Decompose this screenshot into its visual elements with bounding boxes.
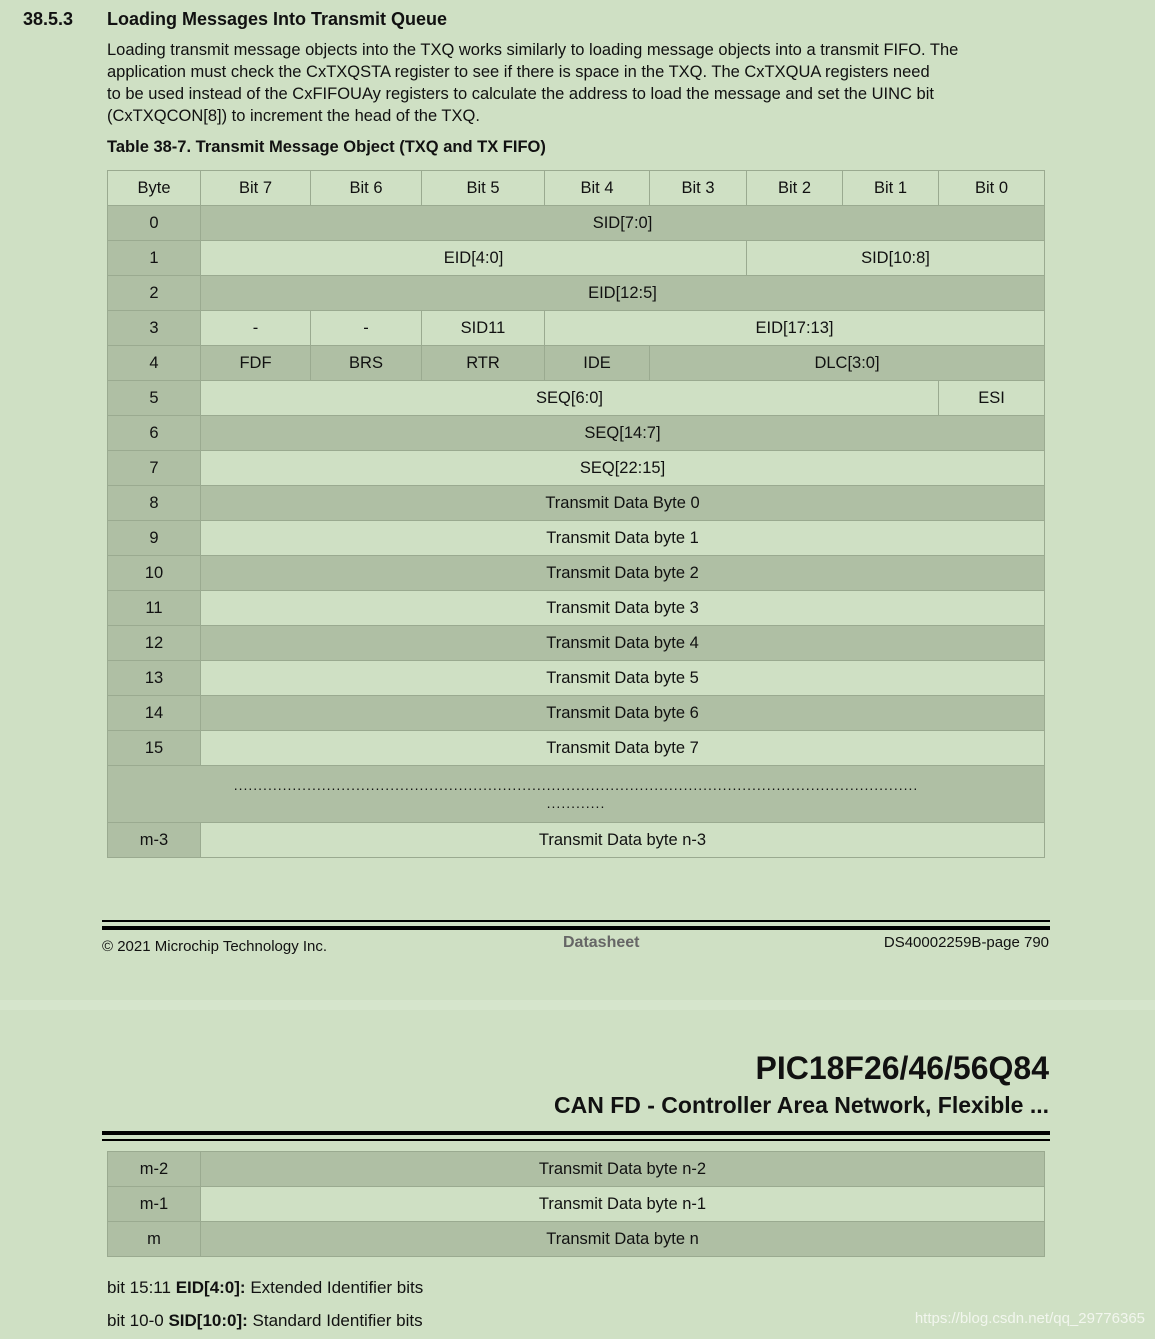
table-caption: Table 38-7. Transmit Message Object (TXQ and TX FIFO): [107, 138, 546, 156]
bit-field-desc: Extended Identifier bits: [245, 1278, 424, 1297]
header-cell: Byte: [108, 171, 201, 206]
table-row: [108, 1152, 1045, 1187]
document-subtitle: CAN FD - Controller Area Network, Flexible ...: [553, 1092, 1049, 1118]
table-row: [108, 311, 1045, 346]
field-cell: -: [311, 311, 422, 346]
header-cell: Bit 1: [843, 171, 939, 206]
table-row: [108, 1187, 1045, 1222]
byte-cell: 1: [108, 241, 201, 276]
bit-field-name: EID[4:0]:: [175, 1278, 246, 1297]
footer-doc-type: Datasheet: [563, 934, 640, 951]
table-row: [108, 591, 1045, 626]
bit-range: bit 10-0: [107, 1311, 169, 1330]
table-row: [108, 381, 1045, 416]
field-cell: Transmit Data byte 2: [201, 556, 1045, 591]
byte-cell: 12: [108, 626, 201, 661]
field-cell: Transmit Data byte 4: [201, 626, 1045, 661]
table-row: [108, 661, 1045, 696]
byte-cell: 2: [108, 276, 201, 311]
byte-cell: 13: [108, 661, 201, 696]
field-cell: Transmit Data byte n-2: [201, 1152, 1045, 1187]
byte-cell: 14: [108, 696, 201, 731]
field-cell: Transmit Data byte n-1: [201, 1187, 1045, 1222]
bit-description-eid: [107, 1278, 423, 1298]
paragraph-line: Loading transmit message objects into the TXQ works similarly to loading message objects into a transmit FIFO. The: [107, 41, 959, 59]
field-cell: Transmit Data Byte 0: [201, 486, 1045, 521]
section-number: 38.5.3: [23, 9, 74, 29]
byte-cell: m-1: [108, 1187, 201, 1222]
page-gap: [0, 1000, 1155, 1010]
byte-cell: m-2: [108, 1152, 201, 1187]
byte-cell: 11: [108, 591, 201, 626]
field-cell: DLC[3:0]: [650, 346, 1045, 381]
paragraph-line: application must check the CxTXQSTA register to see if there is space in the TXQ. The CxTXQUA registers need: [107, 63, 930, 81]
table-row: [108, 521, 1045, 556]
field-cell: EID[4:0]: [201, 241, 747, 276]
byte-cell: 10: [108, 556, 201, 591]
byte-cell: 0: [108, 206, 201, 241]
paragraph-line: to be used instead of the CxFIFOUAy registers to calculate the address to load the message and set the UINC bit: [107, 85, 934, 103]
header-cell: Bit 5: [422, 171, 545, 206]
header-cell: Bit 2: [747, 171, 843, 206]
field-cell: RTR: [422, 346, 545, 381]
section-paragraph: [107, 39, 1047, 127]
table-row: [108, 823, 1045, 858]
watermark-url: https://blog.csdn.net/qq_29776365: [914, 1310, 1145, 1327]
paragraph-line: (CxTXQCON[8]) to increment the head of the TXQ.: [107, 107, 480, 125]
field-cell: SEQ[14:7]: [201, 416, 1045, 451]
table-row: [108, 276, 1045, 311]
field-cell: Transmit Data byte 3: [201, 591, 1045, 626]
table-row: [108, 556, 1045, 591]
header-cell: Bit 4: [545, 171, 650, 206]
field-cell: SEQ[6:0]: [201, 381, 939, 416]
field-cell: -: [201, 311, 311, 346]
field-cell: IDE: [545, 346, 650, 381]
field-cell: EID[12:5]: [201, 276, 1045, 311]
table-row: [108, 696, 1045, 731]
byte-cell: 4: [108, 346, 201, 381]
footer-rule-thick: [102, 926, 1050, 930]
transmit-message-object-table: [107, 170, 1045, 858]
field-cell: ESI: [939, 381, 1045, 416]
bit-description-sid: [107, 1311, 423, 1331]
table-row: [108, 416, 1045, 451]
table-row: [108, 731, 1045, 766]
field-cell: FDF: [201, 346, 311, 381]
byte-cell: 6: [108, 416, 201, 451]
ellipsis-row: [108, 766, 1045, 823]
header-cell: Bit 7: [201, 171, 311, 206]
field-cell: SID11: [422, 311, 545, 346]
byte-cell: 15: [108, 731, 201, 766]
bit-field-name: SID[10:0]:: [168, 1311, 248, 1330]
document-title: PIC18F26/46/56Q84: [755, 1050, 1049, 1086]
field-cell: Transmit Data byte 6: [201, 696, 1045, 731]
byte-cell: 3: [108, 311, 201, 346]
header-rule-thick: [102, 1131, 1050, 1135]
table-row: [108, 241, 1045, 276]
field-cell: BRS: [311, 346, 422, 381]
table-row: [108, 1222, 1045, 1257]
table-row: [108, 451, 1045, 486]
field-cell: Transmit Data byte 7: [201, 731, 1045, 766]
ellipsis-dots: ............................................................................................................................................: [233, 777, 919, 793]
table-row: [108, 626, 1045, 661]
field-cell: SID[7:0]: [201, 206, 1045, 241]
bit-range: bit 15:11: [107, 1278, 176, 1297]
field-cell: SEQ[22:15]: [201, 451, 1045, 486]
table-header-row: [108, 171, 1045, 206]
footer-rule-thin: [102, 920, 1050, 922]
field-cell: Transmit Data byte n-3: [201, 823, 1045, 858]
transmit-message-object-table-continued: [107, 1151, 1045, 1257]
field-cell: Transmit Data byte n: [201, 1222, 1045, 1257]
byte-cell: m-3: [108, 823, 201, 858]
header-cell: Bit 3: [650, 171, 747, 206]
header-cell: Bit 0: [939, 171, 1045, 206]
field-cell: EID[17:13]: [545, 311, 1045, 346]
ellipsis-dots: ............: [546, 795, 606, 811]
byte-cell: 5: [108, 381, 201, 416]
table-row: [108, 486, 1045, 521]
table-row: [108, 346, 1045, 381]
byte-cell: 7: [108, 451, 201, 486]
footer-page-ref: DS40002259B-page 790: [883, 934, 1049, 951]
footer-copyright: © 2021 Microchip Technology Inc.: [102, 938, 328, 955]
byte-cell: m: [108, 1222, 201, 1257]
byte-cell: 8: [108, 486, 201, 521]
section-title: Loading Messages Into Transmit Queue: [107, 9, 448, 29]
byte-cell: 9: [108, 521, 201, 556]
bit-field-desc: Standard Identifier bits: [247, 1311, 423, 1330]
field-cell: SID[10:8]: [747, 241, 1045, 276]
header-cell: Bit 6: [311, 171, 422, 206]
table-row: [108, 206, 1045, 241]
field-cell: Transmit Data byte 1: [201, 521, 1045, 556]
header-rule-thin: [102, 1139, 1050, 1141]
ellipsis-cell: [108, 766, 1045, 823]
field-cell: Transmit Data byte 5: [201, 661, 1045, 696]
